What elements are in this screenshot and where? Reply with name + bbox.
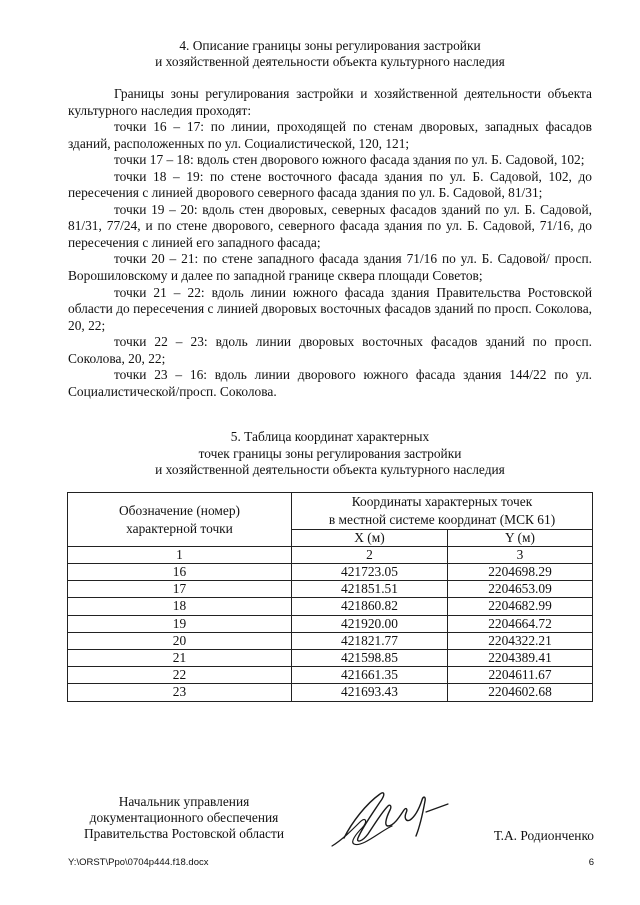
point-number-header: [68, 493, 292, 547]
table-row: [68, 615, 593, 632]
x-coordinate-cell: 421851.51: [292, 581, 448, 598]
footer-page-number: 6: [588, 857, 594, 868]
coordinates-table: [67, 492, 593, 702]
column-index-cell: 3: [448, 547, 593, 564]
x-header: X (м): [292, 530, 448, 547]
table-row: [68, 667, 593, 684]
handwritten-signature: [322, 782, 462, 852]
paragraph-points-22-23: точки 22 – 23: вдоль линии дворовых восточных фасадов зданий по просп. Соколова, 20, 22;: [68, 334, 592, 366]
y-coordinate-cell: 2204698.29: [448, 564, 593, 581]
y-coordinate-cell: 2204664.72: [448, 615, 593, 632]
point-number-cell: 18: [68, 598, 292, 615]
section-4-body: [68, 86, 592, 400]
paragraph-points-21-22: точки 21 – 22: вдоль линии южного фасада здания Правительства Ростовской области до пересечения с линией дворовых восточных фасадов зданий по просп. Соколова, 20, 22;: [68, 284, 592, 333]
coordinates-header-line-2: в местной системе координат (МСК 61): [328, 512, 556, 527]
coordinates-header-line-1: Координаты характерных точек: [351, 494, 533, 509]
x-coordinate-cell: 421821.77: [292, 632, 448, 649]
paragraph-points-20-21: точки 20 – 21: по стене западного фасада здания 71/16 по ул. Б. Садовой/ просп. Ворошиловскому и далее по западной границе сквера площади Советов;: [68, 251, 592, 284]
footer-file-path: Y:\ORST\Ppo\0704p444.f18.docx: [68, 857, 209, 868]
paragraph-intro: Границы зоны регулирования застройки и хозяйственной деятельности объекта культурного наследия проходят:: [68, 86, 592, 118]
section-4-title-line-2: и хозяйственной деятельности объекта культурного наследия: [155, 54, 505, 69]
section-4-heading: [60, 38, 600, 70]
paragraph-points-19-20: точки 19 – 20: вдоль стен дворовых, северных фасадов зданий по ул. Б. Садовой, 81/31, 77/24, и по стене дворового, северного фасада здания по ул. Б. Садовой, 71/16, до пересечения с линией его западного фасада;: [68, 201, 592, 250]
point-number-cell: 23: [68, 684, 292, 701]
section-4-title-line-1: 4. Описание границы зоны регулирования застройки: [179, 38, 481, 53]
x-coordinate-cell: 421661.35: [292, 667, 448, 684]
point-number-cell: 21: [68, 649, 292, 666]
point-number-cell: 20: [68, 632, 292, 649]
coordinates-header: [292, 493, 593, 530]
paragraph-points-17-18: точки 17 – 18: вдоль стен дворового южного фасада здания по ул. Б. Садовой, 102;: [114, 152, 585, 168]
point-number-cell: 17: [68, 581, 292, 598]
table-row: [68, 632, 593, 649]
column-index-row: [68, 547, 593, 564]
paragraph-points-16-17: точки 16 – 17: по линии, проходящей по стенам дворовых, западных фасадов зданий, расположенных по ул. Социалистической, 120, 121;: [68, 119, 592, 151]
signatory-position: [68, 794, 300, 842]
point-number-cell: 22: [68, 667, 292, 684]
x-coordinate-cell: 421860.82: [292, 598, 448, 615]
position-line-1: Начальник управления: [118, 794, 250, 809]
paragraph-points-23-16: точки 23 – 16: вдоль линии дворового южного фасада здания 144/22 по ул. Социалистической/просп. Соколова.: [68, 367, 592, 399]
table-header-row: [68, 493, 593, 530]
signatory-name: Т.А. Родионченко: [493, 828, 594, 843]
table-row: [68, 649, 593, 666]
table-row: [68, 598, 593, 615]
point-number-cell: 16: [68, 564, 292, 581]
x-coordinate-cell: 421598.85: [292, 649, 448, 666]
position-line-3: Правительства Ростовской области: [83, 826, 285, 841]
point-number-cell: 19: [68, 615, 292, 632]
column-index-cell: 1: [68, 547, 292, 564]
x-coordinate-cell: 421920.00: [292, 615, 448, 632]
y-coordinate-cell: 2204682.99: [448, 598, 593, 615]
point-number-header-line-1: Обозначение (номер): [119, 502, 240, 518]
paragraph-points-18-19: точки 18 – 19: по стене восточного фасада здания по ул. Б. Садовой, 102, до пересечения с линией дворового северного фасада здания по ул. Б. Садовой, 81/31;: [68, 168, 592, 201]
x-coordinate-cell: 421723.05: [292, 564, 448, 581]
y-coordinate-cell: 2204389.41: [448, 649, 593, 666]
position-line-2: документационного обеспечения: [89, 810, 279, 825]
column-index-cell: 2: [292, 547, 448, 564]
table-row: [68, 581, 593, 598]
section-5-title-line-3: и хозяйственной деятельности объекта культурного наследия: [155, 462, 505, 477]
y-coordinate-cell: 2204611.67: [448, 667, 593, 684]
x-coordinate-cell: 421693.43: [292, 684, 448, 701]
section-5-heading: [60, 429, 600, 479]
table-row: [68, 564, 593, 581]
section-5-title-line-2: точек границы зоны регулирования застройки: [198, 445, 462, 461]
y-coordinate-cell: 2204322.21: [448, 632, 593, 649]
point-number-header-line-2: характерной точки: [126, 520, 233, 536]
section-5-title-line-1: 5. Таблица координат характерных: [230, 429, 430, 444]
table-row: [68, 684, 593, 701]
y-coordinate-cell: 2204602.68: [448, 684, 593, 701]
y-coordinate-cell: 2204653.09: [448, 581, 593, 598]
y-header: Y (м): [448, 530, 593, 547]
